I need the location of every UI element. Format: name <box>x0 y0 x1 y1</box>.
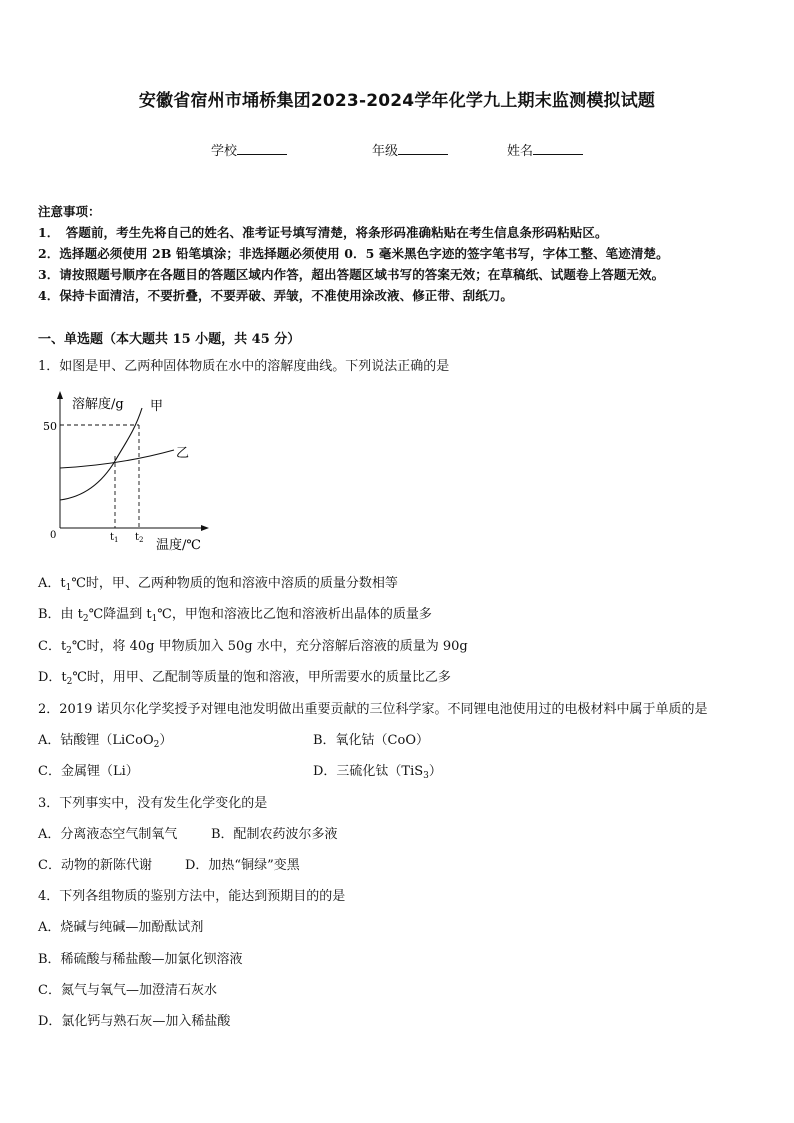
section-heading: 一、单选题（本大题共 15 小题，共 45 分） <box>38 332 301 347</box>
x-axis-label: 温度/℃ <box>156 538 201 553</box>
series-jia-curve <box>60 408 142 500</box>
q3-option-c[interactable]: C．动物的新陈代谢 <box>38 858 152 873</box>
q1-option-c[interactable]: C．$t_2℃$时，将 40g 甲物质加入 50g 水中，充分溶解后溶液的质量为 90g <box>38 639 468 656</box>
grade-field <box>372 140 448 159</box>
q2-option-d[interactable]: D．三硫化钛（TiS$_3$） <box>313 764 442 781</box>
series-yi-curve <box>60 450 174 468</box>
solubility-chart <box>38 388 223 558</box>
series-yi-label: 乙 <box>176 446 190 461</box>
q4-option-d[interactable]: D．氯化钙与熟石灰—加入稀盐酸 <box>38 1014 231 1029</box>
page-title: 安徽省宿州市埇桥集团2023-2024学年化学九上期末监测模拟试题 <box>138 91 656 111</box>
question-2-stem: 2．2019 诺贝尔化学奖授予对锂电池发明做出重要贡献的三位科学家。不同锂电池使用过的电极材料中属于单质的是 <box>38 702 708 717</box>
school-field <box>211 140 287 159</box>
x-tick-label: $t_1$ <box>110 532 119 544</box>
q4-option-c[interactable]: C．氮气与氧气—加澄清石灰水 <box>38 983 217 998</box>
q3-option-d[interactable]: D．加热“铜绿”变黑 <box>185 858 300 873</box>
question-3-stem: 3．下列事实中，没有发生化学变化的是 <box>38 796 268 811</box>
y-axis-arrow <box>57 391 63 399</box>
school-label: 学校 <box>211 144 238 159</box>
note-item: 2．选择题必须使用 2B 铅笔填涂；非选择题必须使用 0．5 毫米黑色字迹的签字笔书写，字体工整、笔迹清楚。 <box>38 246 669 261</box>
q1-option-a[interactable]: A．$t_1℃$时，甲、乙两种物质的饱和溶液中溶质的质量分数相等 <box>38 576 398 593</box>
y-axis-label: 溶解度/g <box>72 397 124 412</box>
x-tick-label: $t_2$ <box>135 532 144 544</box>
q4-option-a[interactable]: A．烧碱与纯碱—加酚酞试剂 <box>38 920 204 935</box>
q3-option-b[interactable]: B．配制农药波尔多液 <box>211 827 338 842</box>
q2-option-a[interactable]: A．钴酸锂（LiCoO$_2$） <box>38 733 173 750</box>
x-axis-arrow <box>201 525 209 531</box>
series-jia-label: 甲 <box>150 399 164 414</box>
q4-option-b[interactable]: B．稀硫酸与稀盐酸—加氯化钡溶液 <box>38 952 243 967</box>
note-item: 3．请按照题号顺序在各题目的答题区域内作答，超出答题区域书写的答案无效；在草稿纸、试题卷上答题无效。 <box>38 267 665 282</box>
grade-label: 年级 <box>372 144 399 159</box>
q1-option-d[interactable]: D．$t_2℃$时，用甲、乙配制等质量的饱和溶液，甲所需要水的质量比乙多 <box>38 670 451 687</box>
q3-option-a[interactable]: A．分离液态空气制氧气 <box>38 827 178 842</box>
origin-label: 0 <box>50 530 57 541</box>
q2-option-c[interactable]: C．金属锂（Li） <box>38 764 139 779</box>
q2-option-b[interactable]: B．氧化钴（CoO） <box>313 733 429 748</box>
y-tick-label: 50 <box>43 420 57 433</box>
note-item: 4．保持卡面清洁，不要折叠，不要弄破、弄皱，不准使用涂改液、修正带、刮纸刀。 <box>38 288 513 303</box>
name-field <box>507 140 583 159</box>
school-blank <box>237 142 287 155</box>
question-4-stem: 4．下列各组物质的鉴别方法中，能达到预期目的的是 <box>38 889 346 904</box>
note-item: 1． 答题前，考生先将自己的姓名、准考证号填写清楚，将条形码准确粘贴在考生信息条形码粘贴区。 <box>38 225 608 240</box>
name-label: 姓名 <box>507 144 534 159</box>
notes-heading: 注意事项： <box>38 204 101 219</box>
grade-blank <box>398 142 448 155</box>
q1-option-b[interactable]: B．由 $t_2℃$降温到 $t_1℃$，甲饱和溶液比乙饱和溶液析出晶体的质量多 <box>38 607 432 624</box>
name-blank <box>533 142 583 155</box>
question-1-stem: 1．如图是甲、乙两种固体物质在水中的溶解度曲线。下列说法正确的是 <box>38 359 450 374</box>
